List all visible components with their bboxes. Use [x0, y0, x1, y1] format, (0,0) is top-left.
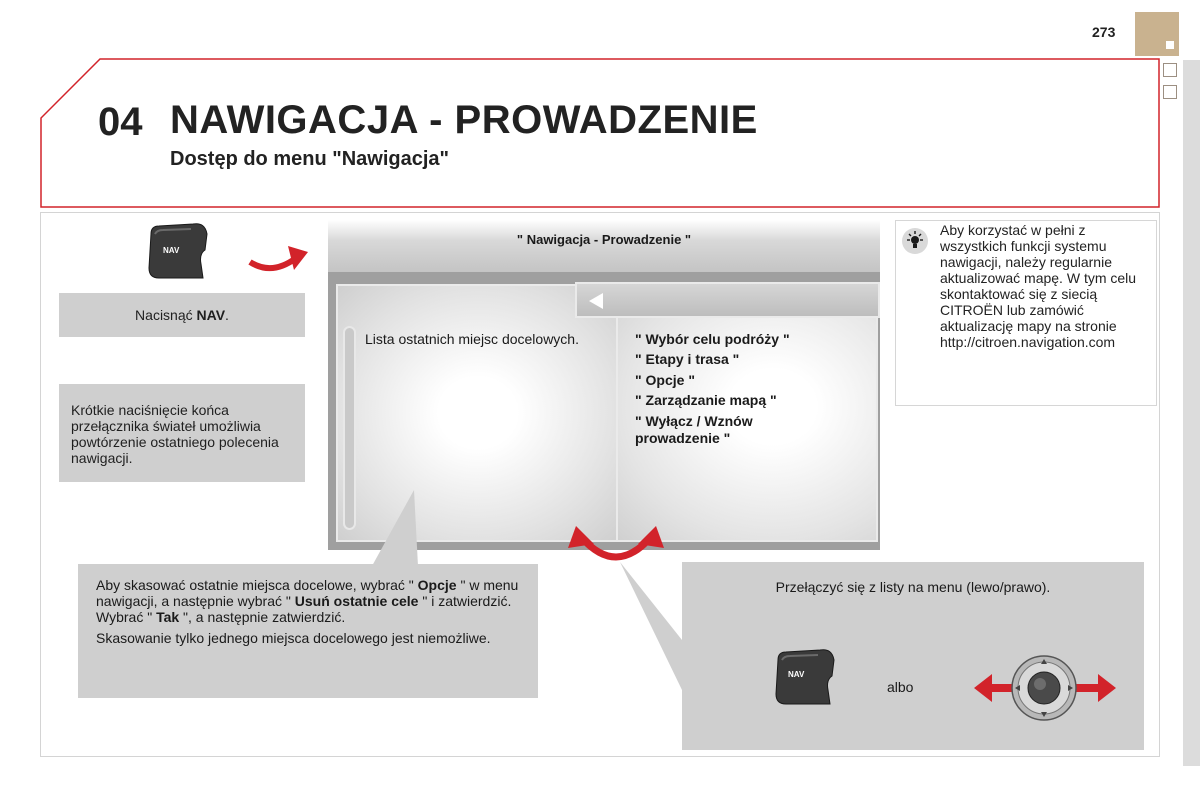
tip-text: Aby korzystać w pełni z wszystkich funkcji systemu nawigacji, należy regularnie aktualizować mapę. W tym celu skontaktować się z siecią CITROËN lub zamówić aktualizację mapy na stronie http://citroen.navigation.com [940, 222, 1137, 350]
joystick-left-right-icon [970, 650, 1120, 730]
chapter-number: 04 [98, 100, 143, 144]
chapter-subtitle: Dostęp do menu "Nawigacja" [170, 148, 450, 170]
nav-button-label: NAV [788, 670, 805, 679]
delete-note-p2: Skasowanie tylko jednego miejsca docelowego jest niemożliwe. [96, 630, 491, 646]
delete-note-p1: Aby skasować ostatnie miejsca docelowe, wybrać " Opcje " w menu nawigacji, a następnie wybrać " Usuń ostatnie cele " i zatwierdzić. Wybrać " Tak ", a następnie zatwierdzić. [96, 577, 519, 625]
chapter-title: NAWIGACJA - PROWADZENIE [170, 98, 758, 142]
page-number: 273 [1092, 24, 1116, 40]
menu-item-options[interactable]: " Opcje " [635, 372, 695, 388]
nav-button-icon [772, 646, 840, 715]
menu-item-map[interactable]: " Zarządzanie mapą " [635, 392, 777, 408]
short-press-text: Krótkie naciśnięcie końca przełącznika świateł umożliwia powtórzenie ostatniego polecenia nawigacji. [71, 402, 279, 466]
menu-item-destination[interactable]: " Wybór celu podróży " [635, 331, 790, 347]
switch-note-text: Przełączyć się z listy na menu (lewo/prawo). [775, 579, 1051, 595]
or-label: albo [887, 679, 914, 695]
nav-button-label: NAV [163, 246, 180, 255]
menu-item-guidance[interactable]: " Wyłącz / Wznów prowadzenie " [635, 413, 753, 446]
recent-destinations-label: Lista ostatnich miejsc docelowych. [365, 331, 579, 347]
menu-item-route[interactable]: " Etapy i trasa " [635, 351, 740, 367]
press-nav-text: Nacisnąć NAV. [135, 307, 229, 323]
screen-title: " Nawigacja - Prowadzenie " [516, 232, 692, 247]
